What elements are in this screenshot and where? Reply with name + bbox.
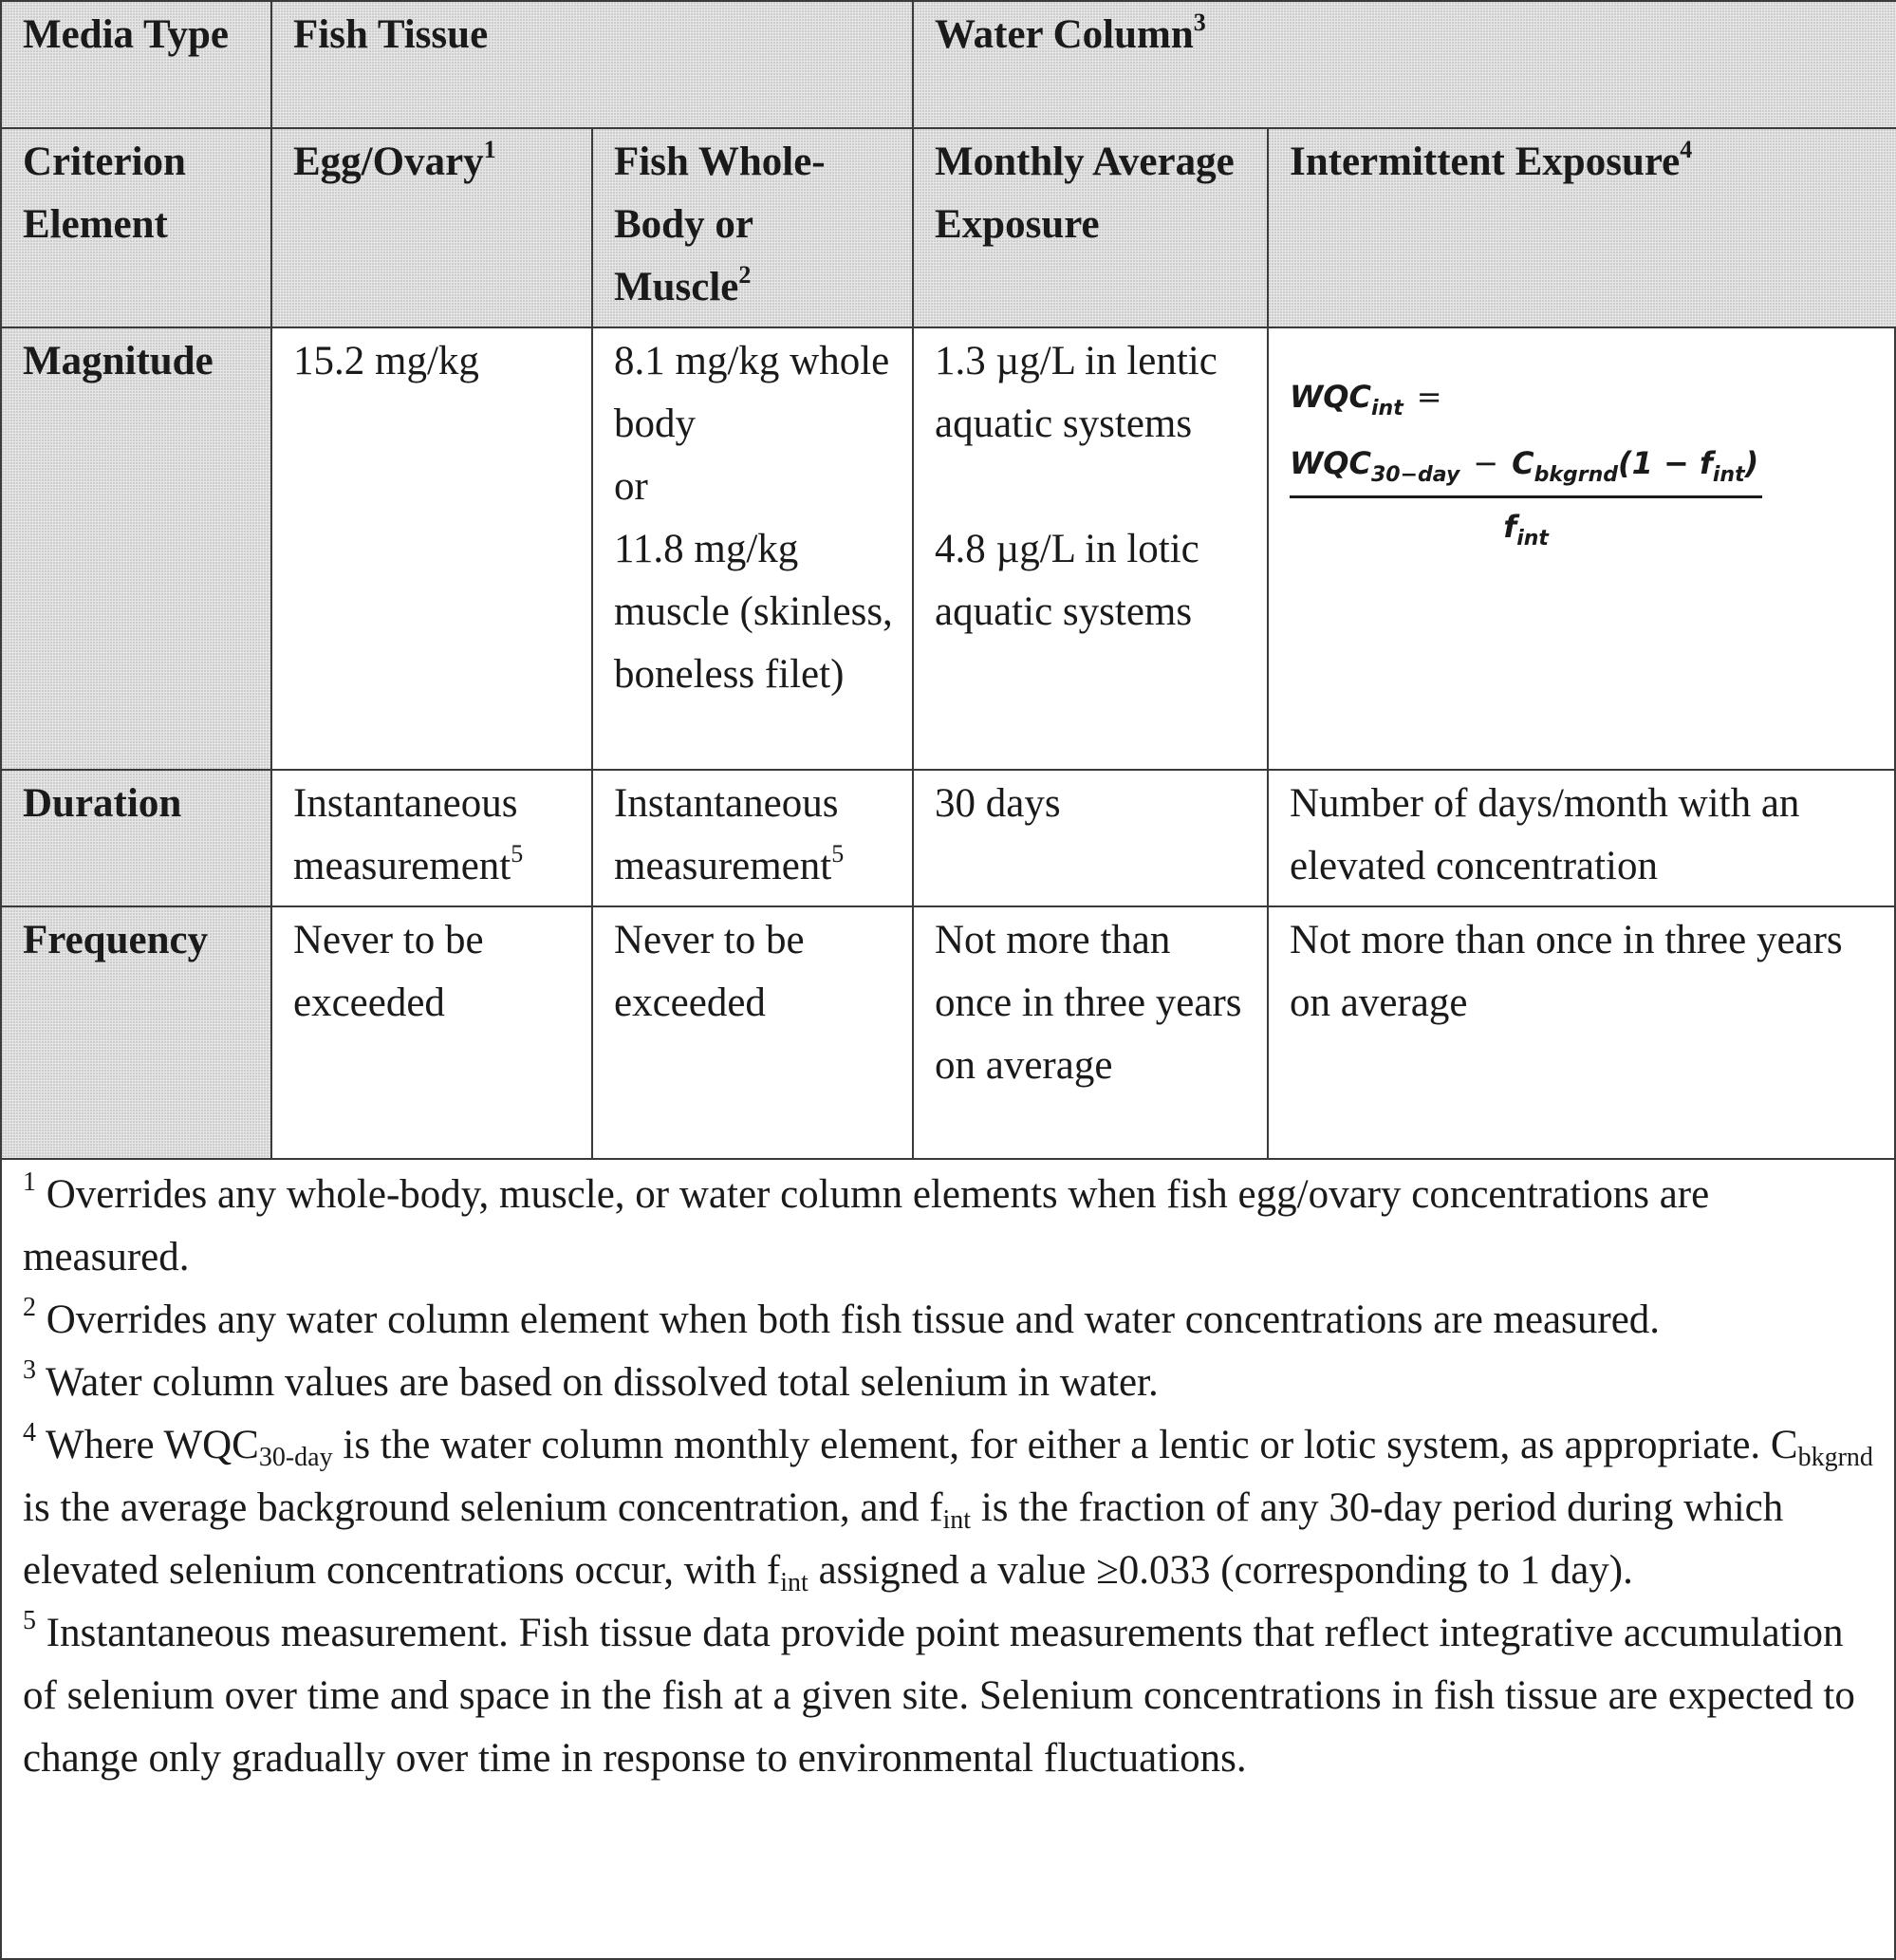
monthly-average-header: Monthly Average Exposure — [913, 128, 1268, 327]
magnitude-monthly: 1.3 µg/L in lentic aquatic systems 4.8 µg/L in lotic aquatic systems — [913, 327, 1268, 770]
footnote-ref: 2 — [738, 261, 752, 289]
footnotes — [2, 1160, 1894, 1790]
duration-label: Duration — [2, 770, 271, 906]
duration-row — [2, 770, 1896, 906]
duration-intermittent: Number of days/month with an elevated concentration — [1268, 770, 1896, 906]
frequency-whole-body: Never to be exceeded — [592, 906, 913, 1159]
footnote-ref: 5 — [831, 840, 845, 868]
footnote-5: $^5$ Instantaneous measurement. Fish tissue data provide point measurements that reflect integrative accumulation of selenium over time and space in the fish at a given site. Selenium concentrations in fish tissue are expected to change only gradually over time in response to environmental fluctuations. — [23, 1606, 1855, 1781]
frequency-label: Frequency — [2, 906, 271, 1159]
fish-tissue-header: Fish Tissue — [271, 2, 913, 128]
egg-ovary-header: Egg/Ovary$^1$ — [271, 128, 592, 327]
frequency-intermittent: Not more than once in three years on average — [1268, 906, 1896, 1159]
criteria-table — [2, 2, 1896, 1160]
footnote-ref: 3 — [1193, 9, 1206, 36]
intermittent-formula — [1268, 327, 1896, 770]
magnitude-whole-body: 8.1 mg/kg whole body or 11.8 mg/kg muscle (skinless, boneless filet) — [592, 327, 913, 770]
water-column-header: Water Column$^3$ — [913, 2, 1896, 128]
wqc-int-formula: $WQC_{int}$ = $\frac{WQC_{30-day} - C_{bkgrnd}(1 - f_{int})}{f_{int}}$ — [1290, 376, 1879, 548]
media-type-header: Media Type — [2, 2, 271, 128]
footnote-ref: 1 — [483, 136, 496, 163]
footnote-1: $^1$ Overrides any whole-body, muscle, or water column elements when fish egg/ovary concentrations are measured. — [23, 1167, 1710, 1279]
magnitude-label: Magnitude — [2, 327, 271, 770]
magnitude-egg-ovary: 15.2 mg/kg — [271, 327, 592, 770]
frequency-egg-ovary: Never to be exceeded — [271, 906, 592, 1159]
duration-egg-ovary: Instantaneous measurement$^5$ — [271, 770, 592, 906]
duration-monthly: 30 days — [913, 770, 1268, 906]
duration-whole-body: Instantaneous measurement$^5$ — [592, 770, 913, 906]
footnote-3: $^3$ Water column values are based on dissolved total selenium in water. — [23, 1355, 1159, 1405]
footnote-ref: 5 — [511, 840, 524, 868]
footnote-4: $^4$ Where $WQC_{30-day}$ is the water column monthly element, for either a lentic or lotic system, as appropriate. $C_{bkgrnd}$ is the average background selenium concentration, and $f_{int}$ is the fraction of any 30-day period during which elevated selenium concentrations occur, with $f_{int}$ assigned a value ≥0.033 (corresponding to 1 day). — [23, 1418, 1873, 1597]
magnitude-row — [2, 327, 1896, 770]
header-row-criterion — [2, 128, 1896, 327]
footnote-ref: 4 — [1680, 136, 1693, 163]
formula-fraction: $\frac{WQC_{30-day} - C_{bkgrnd}(1 - f_{int})}{f_{int}}$ — [1290, 442, 1762, 548]
footnote-2: $^2$ Overrides any water column element when both fish tissue and water concentrations are measured. — [23, 1293, 1661, 1342]
frequency-monthly: Not more than once in three years on average — [913, 906, 1268, 1159]
frequency-row — [2, 906, 1896, 1159]
intermittent-exposure-header: Intermittent Exposure$^4$ — [1268, 128, 1896, 327]
criterion-element-header: Criterion Element — [2, 128, 271, 327]
header-row-media — [2, 2, 1896, 128]
whole-body-header: Fish Whole-Body or Muscle$^2$ — [592, 128, 913, 327]
